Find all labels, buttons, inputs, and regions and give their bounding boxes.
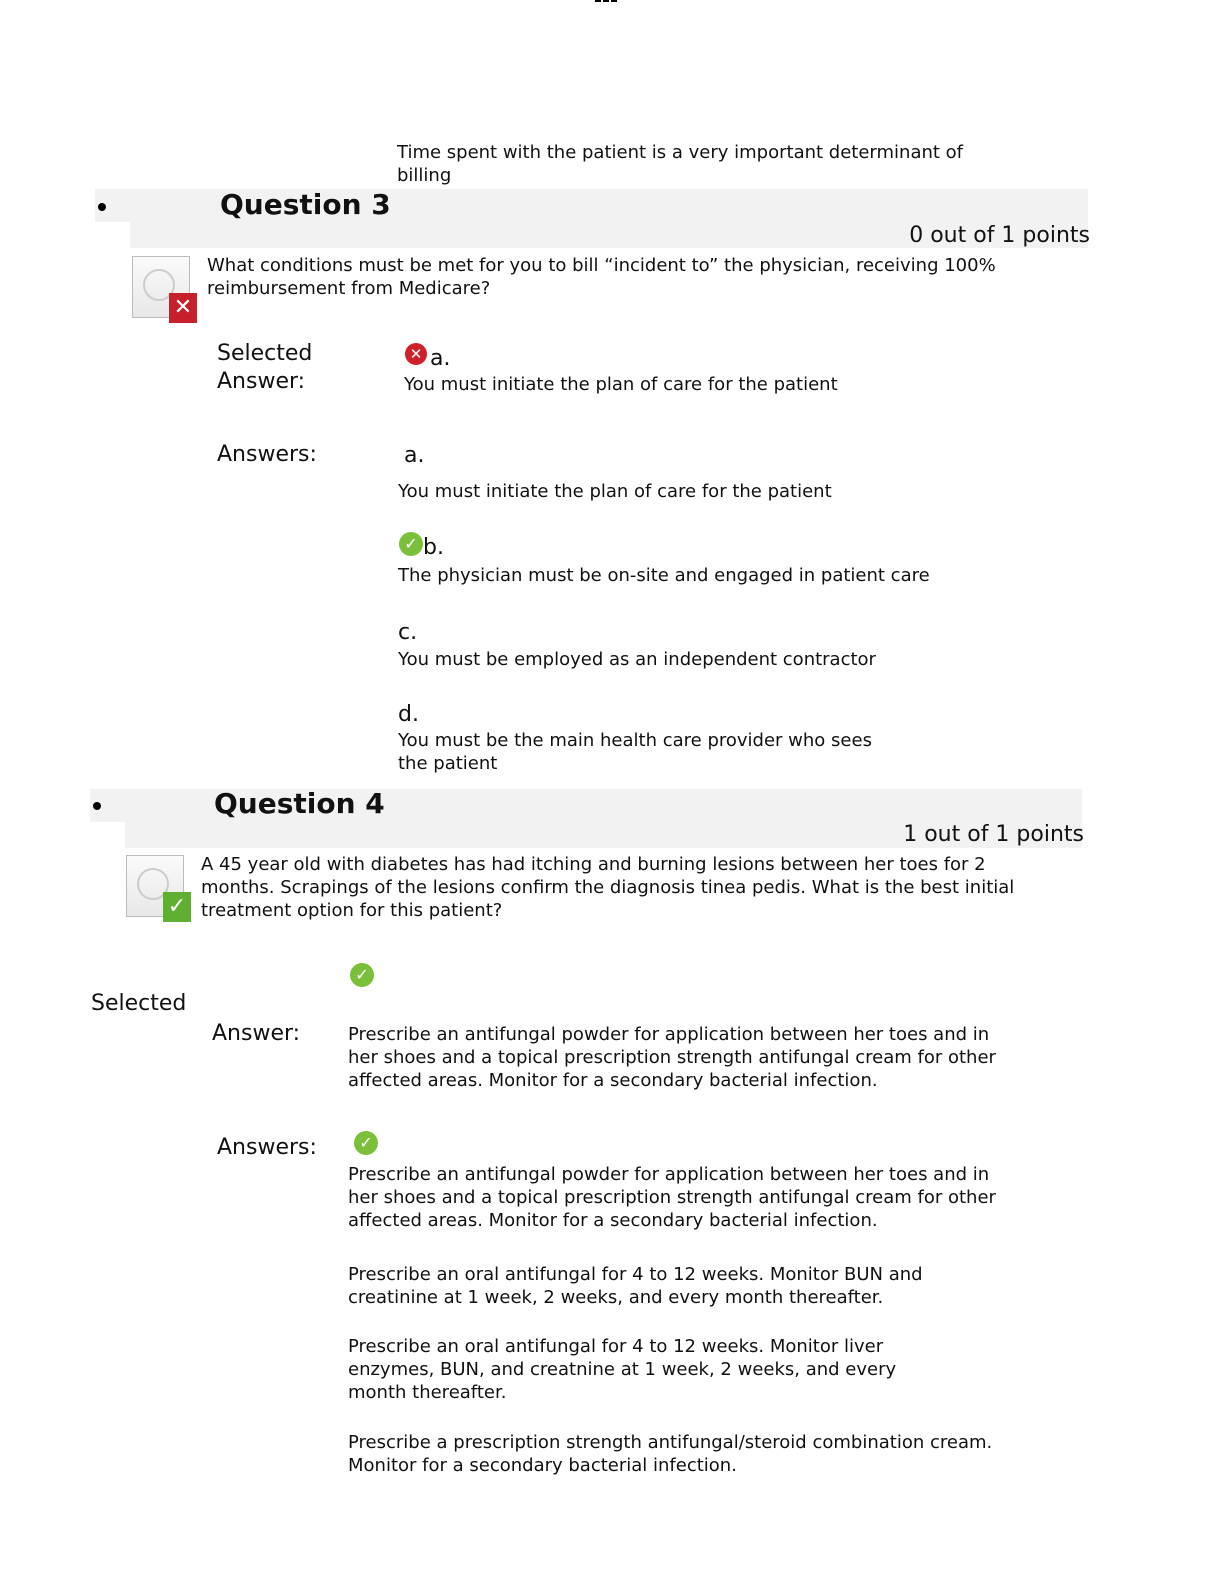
incorrect-icon: ✕	[405, 343, 427, 365]
selected-answer-text: Prescribe an antifungal powder for application between her toes and in her shoes and a topical prescription strength antifungal cream for other affected areas. Monitor for a secondary bacterial infection.	[348, 1024, 996, 1091]
correct-icon: ✓	[350, 963, 374, 987]
answer-text: The physician must be on-site and engaged in patient care	[398, 565, 930, 586]
bullet	[93, 802, 101, 810]
selected-answer-letter: a.	[430, 346, 451, 371]
answer-letter: a.	[404, 443, 425, 468]
selected-answer-label: Selected Answer:	[217, 341, 313, 394]
answer-text: You must be the main health care provider who sees the patient	[398, 730, 872, 774]
answer-text: Prescribe an oral antifungal for 4 to 12 weeks. Monitor BUN and creatinine at 1 week, 2 weeks, and every month thereafter.	[348, 1264, 923, 1308]
question-4-title: Question 4	[214, 787, 385, 820]
answer-label: Answer:	[212, 1021, 301, 1046]
correct-icon: ✓	[399, 532, 423, 556]
selected-label: Selected	[91, 991, 187, 1016]
question-4-text: A 45 year old with diabetes has had itching and burning lesions between her toes for 2 months. Scrapings of the lesions confirm the diagnosis tinea pedis. What is the best initial treatment option for this patient?	[201, 854, 1015, 921]
selected-answer-text: You must initiate the plan of care for the patient	[404, 374, 838, 395]
answer-text: Prescribe an antifungal powder for application between her toes and in her shoes and a topical prescription strength antifungal cream for other affected areas. Monitor for a secondary bacterial infection.	[348, 1164, 996, 1231]
answer-text: Prescribe an oral antifungal for 4 to 12 weeks. Monitor liver enzymes, BUN, and creatnine at 1 week, 2 weeks, and every month thereafter.	[348, 1336, 897, 1403]
answer-letter: d.	[398, 702, 419, 727]
answer-letter: b.	[423, 535, 444, 560]
answers-label: Answers:	[217, 1135, 317, 1160]
answers-label: Answers:	[217, 442, 317, 467]
answer-letter: c.	[398, 620, 418, 645]
question-3-text: What conditions must be met for you to bill “incident to” the physician, receiving 100% reimbursement from Medicare?	[207, 255, 996, 299]
correct-icon: ✓	[354, 1131, 378, 1155]
incorrect-question-icon: ✕	[132, 256, 190, 318]
question-3-title: Question 3	[220, 188, 391, 221]
bullet	[98, 203, 106, 211]
correct-question-icon: ✓	[126, 855, 184, 917]
question-4-points: 1 out of 1 points	[903, 822, 1084, 847]
answer-text: You must be employed as an independent contractor	[398, 649, 876, 670]
page-marker	[595, 0, 617, 2]
previous-answer-text: Time spent with the patient is a very important determinant of billing	[397, 142, 964, 186]
answer-text: Prescribe a prescription strength antifungal/steroid combination cream. Monitor for a secondary bacterial infection.	[348, 1432, 993, 1476]
question-3-points: 0 out of 1 points	[909, 223, 1090, 248]
answer-text: You must initiate the plan of care for the patient	[398, 481, 832, 502]
